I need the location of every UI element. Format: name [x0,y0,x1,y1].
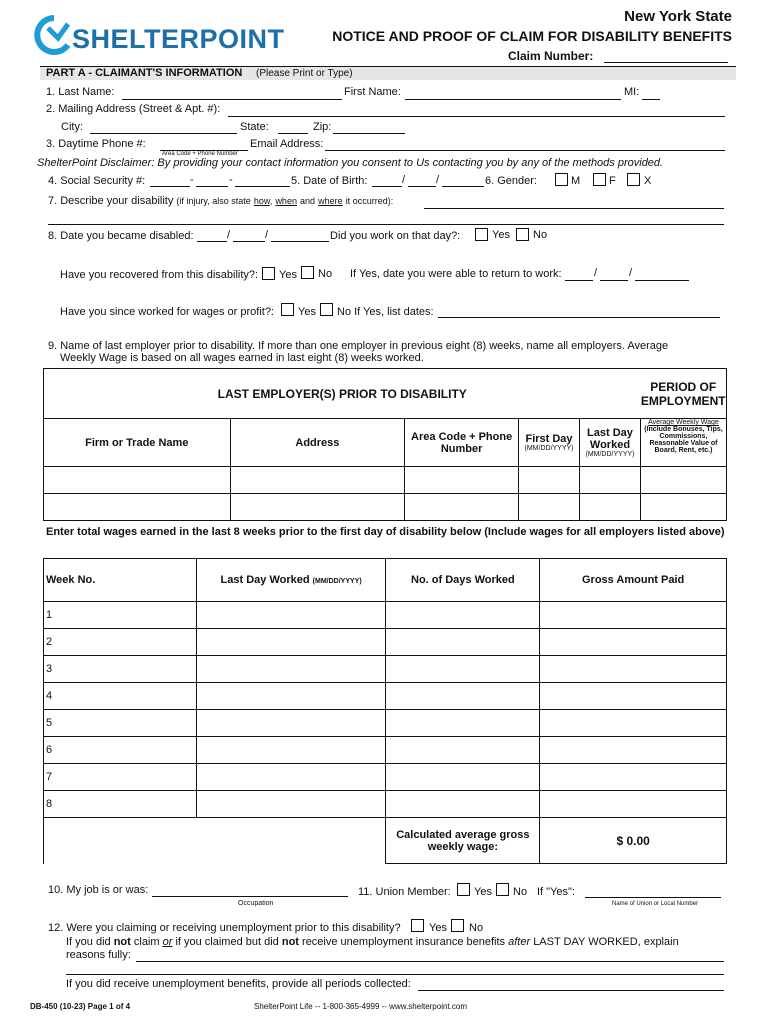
phone-header: Area Code + Phone Number [405,419,519,467]
worked-no-label: No If Yes, list dates: [337,306,434,318]
week-gross-cell[interactable] [540,656,727,683]
occupation-note: Occupation [238,900,274,907]
week-days-cell[interactable] [386,710,540,737]
q7-end: it occurred): [345,196,394,206]
employer-cell[interactable] [405,467,519,494]
q12-text-5: LAST DAY WORKED, explain [533,936,679,948]
recovered-yes-checkbox[interactable] [262,267,275,280]
address-header: Address [230,419,405,467]
union-field[interactable] [585,897,721,898]
week-days-cell[interactable] [386,656,540,683]
form-id: DB-450 (10-23) Page 1 of 4 [30,1002,131,1011]
week-last-day-cell[interactable] [196,683,386,710]
job-label: 10. My job is or was: [48,884,149,896]
union-yes-label: Yes [474,886,492,898]
disabled-date-month[interactable] [197,241,227,242]
avg-wage-title: Average Weekly Wage [648,419,719,426]
q9-line1: 9. Name of last employer prior to disability. If more than one employer in previous eight (8) weeks, name all employers. Average [48,340,669,352]
q7-and: and [300,196,316,206]
employer-cell[interactable] [230,494,405,521]
gross-paid-header: Gross Amount Paid [540,559,727,602]
worked-yes-checkbox[interactable] [281,303,294,316]
q12-text-1: If you did [66,936,111,948]
union-no-label: No [513,886,528,898]
avg-wage-note: (Include Bonuses, Tips, Commissions, Reasonable Value of Board, Rent, etc.) [644,426,723,454]
employer-table-title: LAST EMPLOYER(S) PRIOR TO DISABILITY [44,369,641,419]
last-name-field[interactable] [122,99,342,100]
worked-yes-label: Yes [298,306,316,318]
first-name-label: First Name: [344,86,401,98]
first-day-header [519,419,580,467]
last-day-header [580,419,641,467]
employer-cell[interactable] [519,494,580,521]
last-day-format: (MM/DD/YYYY) [585,451,635,458]
dob-field-day[interactable] [408,186,436,187]
work-day-no-label: No [533,229,548,241]
last-day-worked-header [196,559,386,602]
part-a-title: PART A - CLAIMANT'S INFORMATION [46,67,243,79]
claim-number-label: Claim Number: [508,49,594,63]
logo-text: SHELTERPOINT [72,24,285,54]
week-last-day-cell[interactable] [196,656,386,683]
week-days-cell[interactable] [386,737,540,764]
week-last-day-cell[interactable] [196,629,386,656]
ssn-field-3[interactable] [235,186,290,187]
reasons-field-1[interactable] [136,961,724,962]
form-title: NOTICE AND PROOF OF CLAIM FOR DISABILITY BENEFITS [332,28,732,44]
ssn-dash-1: - [190,174,194,186]
week-row [44,629,727,656]
work-day-no-checkbox[interactable] [516,228,529,241]
first-day-format: (MM/DD/YYYY) [524,445,574,452]
q12-label: 12. Were you claiming or receiving unemployment prior to this disability? [48,922,401,934]
email-label: Email Address: [250,138,324,150]
disabled-slash-2: / [265,229,269,241]
reasons-field-2[interactable] [66,974,724,975]
employer-cell[interactable] [519,467,580,494]
last-day-label: Last Day Worked [587,427,633,451]
state-label: New York State [624,8,732,25]
week-days-cell[interactable] [386,629,540,656]
mi-field[interactable] [642,99,660,100]
union-if-label: If "Yes": [537,886,575,898]
footer-company: ShelterPoint Life -- 1-800-365-4999 -- www.shelterpoint.com [254,1002,467,1011]
employer-cell[interactable] [44,494,231,521]
job-field[interactable] [152,896,348,897]
q12-text-3: if you claimed but did [175,936,279,948]
week-row [44,710,727,737]
disability-field-1[interactable] [424,208,724,209]
union-note: Name of Union or Local Number [612,901,699,907]
dob-label: 5. Date of Birth: [291,175,368,187]
week-gross-cell[interactable] [540,602,727,629]
calc-label: Calculated average gross weekly wage: [386,818,540,864]
week-gross-cell[interactable] [540,737,727,764]
email-field[interactable] [325,150,725,151]
unemployment-no-checkbox[interactable] [451,919,464,932]
mailing-address-label: 2. Mailing Address (Street & Apt. #): [46,103,221,115]
q7-paren: (if injury, also state [176,196,251,206]
q12-not-2: not [281,936,299,948]
dob-field-year[interactable] [442,186,484,187]
return-slash-2: / [629,267,633,279]
last-name-label: 1. Last Name: [46,86,115,98]
week-no-header: Week No. [44,559,197,602]
employer-cell[interactable] [580,467,641,494]
q12-or: or [162,936,173,948]
q7-main: 7. Describe your disability [48,195,174,207]
days-worked-header: No. of Days Worked [386,559,540,602]
week-row [44,764,727,791]
week-days-cell[interactable] [386,791,540,818]
return-date-day[interactable] [600,280,628,281]
city-field[interactable] [90,133,237,134]
week-days-cell[interactable] [386,602,540,629]
disabled-slash-1: / [227,229,231,241]
q12-text-2: claim [133,936,160,948]
q9-line2: Weekly Wage is based on all wages earned in last eight (8) weeks worked. [60,352,424,364]
disclaimer: ShelterPoint Disclaimer: By providing your contact information you consent to Us contacting you by any of the methods provided. [37,157,664,169]
last-day-worked-label: Last Day Worked [220,574,310,586]
week-number: 3 [44,656,197,683]
week-number: 5 [44,710,197,737]
first-day-label: First Day [525,433,573,445]
q12-periods: If you did receive unemployment benefits, provide all periods collected: [66,978,411,990]
employer-cell[interactable] [44,467,231,494]
ssn-dash-2: - [229,174,233,186]
unemployment-no-label: No [469,922,484,934]
work-day-yes-checkbox[interactable] [475,228,488,241]
week-days-cell[interactable] [386,683,540,710]
gender-x-label: X [644,175,652,187]
avg-wage-header [640,419,726,467]
week-row [44,737,727,764]
area-code-note: Area Code + Phone Number [162,151,238,157]
calc-empty-2 [196,818,386,864]
week-last-day-cell[interactable] [196,764,386,791]
week-number: 6 [44,737,197,764]
ssn-label: 4. Social Security #: [48,175,146,187]
worked-dates-field[interactable] [438,317,720,318]
gender-m-label: M [571,175,581,187]
employer-row [44,467,727,494]
part-a-subtitle: (Please Print or Type) [256,68,353,79]
week-gross-cell[interactable] [540,791,727,818]
recovered-yes-label: Yes [279,269,297,281]
state-field[interactable] [278,133,308,134]
week-row [44,656,727,683]
gender-m-checkbox[interactable] [555,173,568,186]
last-day-worked-format: (MM/DD/YYYY) [312,578,362,585]
dob-slash-2: / [436,174,440,186]
claim-number-field[interactable] [604,62,728,63]
zip-field[interactable] [333,133,405,134]
week-row [44,683,727,710]
worked-since-label: Have you since worked for wages or profit?: [60,306,274,318]
q7-where: where [318,196,343,206]
recovered-no-label: No [318,268,333,280]
week-number: 8 [44,791,197,818]
wages-intro: Enter total wages earned in the last 8 weeks prior to the first day of disability below (Include wages for all employers listed above) [46,526,725,538]
disabled-date-year[interactable] [271,241,329,242]
unemployment-yes-checkbox[interactable] [411,919,424,932]
q7-how: how [253,196,270,206]
employer-cell[interactable] [580,494,641,521]
phone-label: 3. Daytime Phone #: [46,138,146,150]
q7-label: 7. Describe your disability (if injury, also state how, when and where it occurred): [48,195,394,207]
week-row [44,602,727,629]
periods-field[interactable] [418,990,724,991]
q12-text-4: receive unemployment insurance benefits [302,936,506,948]
worked-no-checkbox[interactable] [320,303,333,316]
q12-explain [66,936,679,948]
return-slash-1: / [594,267,598,279]
gender-x-checkbox[interactable] [627,173,640,186]
state-field-label: State: [240,121,269,133]
week-number: 1 [44,602,197,629]
employer-cell[interactable] [640,467,726,494]
q7-when: when [275,196,297,206]
week-number: 2 [44,629,197,656]
employer-row [44,494,727,521]
unemployment-yes-label: Yes [429,922,447,934]
dob-field-month[interactable] [372,186,402,187]
dob-slash-1: / [402,174,406,186]
gender-f-label: F [609,175,616,187]
week-last-day-cell[interactable] [196,602,386,629]
return-date-year[interactable] [635,280,689,281]
city-label: City: [61,121,83,133]
zip-label: Zip: [313,121,332,133]
recovered-label: Have you recovered from this disability?: [60,269,259,281]
q12-not-1: not [113,936,131,948]
week-gross-cell[interactable] [540,710,727,737]
union-no-checkbox[interactable] [496,883,509,896]
week-number: 7 [44,764,197,791]
employer-cell[interactable] [640,494,726,521]
mi-label: MI: [624,86,640,98]
work-day-yes-label: Yes [492,229,510,241]
disabled-date-label: 8. Date you became disabled: [48,230,194,242]
week-gross-cell[interactable] [540,629,727,656]
period-header: PERIOD OF EMPLOYMENT [640,369,726,419]
wages-table [43,558,727,864]
week-days-cell[interactable] [386,764,540,791]
week-last-day-cell[interactable] [196,791,386,818]
union-label: 11. Union Member: [358,886,451,898]
week-last-day-cell[interactable] [196,710,386,737]
week-gross-cell[interactable] [540,683,727,710]
first-name-field[interactable] [405,99,621,100]
recovered-no-checkbox[interactable] [301,266,314,279]
disability-field-2[interactable] [48,224,724,225]
disabled-date-day[interactable] [233,241,265,242]
week-gross-cell[interactable] [540,764,727,791]
mailing-address-field[interactable] [228,116,725,117]
employer-cell[interactable] [405,494,519,521]
employer-cell[interactable] [230,467,405,494]
return-date-month[interactable] [565,280,593,281]
ssn-field-2[interactable] [196,186,228,187]
ssn-field-1[interactable] [150,186,190,187]
week-row [44,791,727,818]
employer-table [43,368,727,521]
work-that-day-label: Did you work on that day?: [330,230,461,242]
calc-value: $ 0.00 [540,818,727,864]
return-date-label: If Yes, date you were able to return to work: [350,268,562,280]
week-number: 4 [44,683,197,710]
calc-empty-1 [44,818,197,864]
gender-label: 6. Gender: [485,175,537,187]
gender-f-checkbox[interactable] [593,173,606,186]
union-yes-checkbox[interactable] [457,883,470,896]
firm-header: Firm or Trade Name [44,419,231,467]
week-last-day-cell[interactable] [196,737,386,764]
q12-reasons: reasons fully: [66,949,131,961]
q12-after: after [508,936,531,948]
